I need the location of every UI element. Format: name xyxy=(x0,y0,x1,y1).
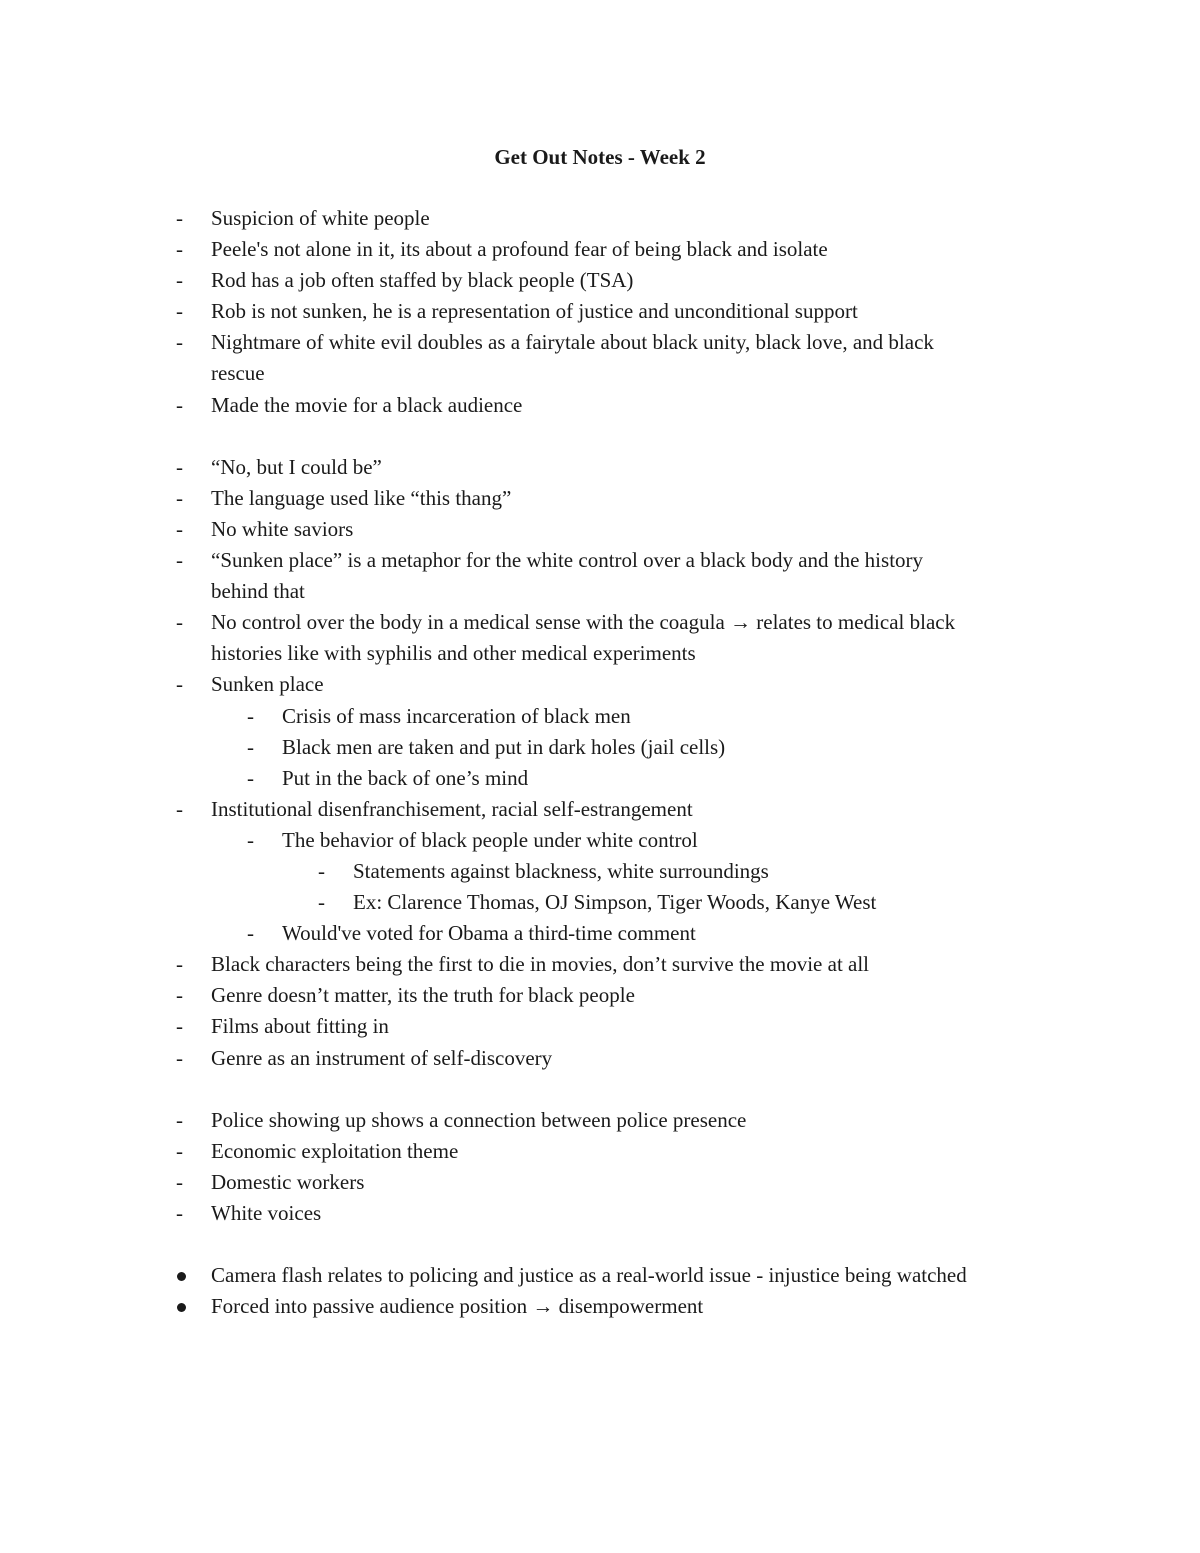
note-item xyxy=(0,452,1200,483)
bullet-dash: - xyxy=(247,765,254,790)
note-text: Films about fitting in xyxy=(211,1014,389,1039)
bullet-dash: - xyxy=(176,610,183,635)
bullet-dot-icon xyxy=(177,1303,186,1312)
bullet-dash: - xyxy=(176,1107,183,1132)
bullet-dash: - xyxy=(176,330,183,355)
note-item xyxy=(0,1136,1200,1167)
note-item xyxy=(0,1198,1200,1229)
note-text: Rob is not sunken, he is a representation of justice and unconditional support xyxy=(211,299,858,324)
bullet-dash: - xyxy=(176,1169,183,1194)
note-text: White voices xyxy=(211,1201,322,1225)
bullet-dash: - xyxy=(247,827,254,852)
blank-line xyxy=(0,1074,1200,1105)
bullet-dash: - xyxy=(176,983,183,1008)
note-text: Would've voted for Obama a third-time comment xyxy=(282,921,696,946)
bullet-dash: - xyxy=(176,1045,183,1070)
note-text: Domestic workers xyxy=(211,1169,365,1194)
bullet-dash: - xyxy=(176,1201,183,1225)
note-item xyxy=(0,545,1200,576)
note-item xyxy=(0,1167,1200,1198)
note-item xyxy=(0,1043,1200,1074)
blank-line xyxy=(0,1229,1200,1260)
note-item xyxy=(0,918,1200,949)
note-item xyxy=(0,1105,1200,1136)
bullet-dash: - xyxy=(176,454,183,479)
note-item xyxy=(0,265,1200,296)
note-text: behind that xyxy=(211,579,305,604)
note-item xyxy=(0,856,1200,887)
note-item xyxy=(0,1291,1200,1322)
note-item-continuation xyxy=(0,358,1200,389)
note-text: Black characters being the first to die in movies, don’t survive the movie at all xyxy=(211,952,870,977)
note-item xyxy=(0,327,1200,358)
note-item xyxy=(0,732,1200,763)
note-item xyxy=(0,949,1200,980)
note-text: Nightmare of white evil doubles as a fairytale about black unity, black love, and black xyxy=(211,330,934,355)
note-text: “No, but I could be” xyxy=(211,454,382,479)
note-text: Police showing up shows a connection between police presence xyxy=(211,1107,747,1132)
note-item xyxy=(0,794,1200,825)
note-item xyxy=(0,701,1200,732)
note-item xyxy=(0,607,1200,638)
note-text: Peele's not alone in it, its about a profound fear of being black and isolate xyxy=(211,237,828,262)
note-item-continuation xyxy=(0,638,1200,669)
note-item xyxy=(0,669,1200,700)
note-item xyxy=(0,234,1200,265)
bullet-dash: - xyxy=(176,1014,183,1039)
note-text: Economic exploitation theme xyxy=(211,1138,459,1163)
note-text: Made the movie for a black audience xyxy=(211,392,523,417)
note-item xyxy=(0,825,1200,856)
note-item xyxy=(0,296,1200,327)
note-item xyxy=(0,763,1200,794)
bullet-dash: - xyxy=(247,734,254,759)
bullet-dash: - xyxy=(176,796,183,821)
bullet-dot-icon xyxy=(177,1272,186,1281)
note-item xyxy=(0,514,1200,545)
note-item xyxy=(0,1011,1200,1042)
note-item xyxy=(0,203,1200,234)
note-text: Black men are taken and put in dark holes (jail cells) xyxy=(282,734,726,759)
note-text: The language used like “this thang” xyxy=(211,485,512,510)
note-text: Sunken place xyxy=(211,672,324,697)
bullet-dash: - xyxy=(176,299,183,324)
note-item xyxy=(0,483,1200,514)
note-text: Genre as an instrument of self-discovery xyxy=(211,1045,553,1070)
note-text: No control over the body in a medical sense with the coagula → relates to medical black xyxy=(211,610,956,635)
note-text: Genre doesn’t matter, its the truth for black people xyxy=(211,983,635,1008)
bullet-dash: - xyxy=(176,1138,183,1163)
note-text: histories like with syphilis and other medical experiments xyxy=(211,641,696,666)
bullet-dash: - xyxy=(176,268,183,293)
bullet-dash: - xyxy=(176,548,183,573)
bullet-dash: - xyxy=(176,392,183,417)
note-text: Camera flash relates to policing and justice as a real-world issue - injustice being watched xyxy=(211,1263,967,1288)
blank-line xyxy=(0,421,1200,452)
note-text: Put in the back of one’s mind xyxy=(282,765,529,790)
note-text: No white saviors xyxy=(211,516,354,541)
note-text: Forced into passive audience position → disempowerment xyxy=(211,1294,704,1319)
note-text: Crisis of mass incarceration of black men xyxy=(282,703,631,728)
bullet-dash: - xyxy=(318,858,325,883)
note-item xyxy=(0,887,1200,918)
bullet-dash: - xyxy=(318,890,325,915)
note-item xyxy=(0,980,1200,1011)
page-title: Get Out Notes - Week 2 xyxy=(494,145,706,169)
note-text: Institutional disenfranchisement, racial self-estrangement xyxy=(211,796,693,821)
bullet-dash: - xyxy=(176,952,183,977)
note-text: “Sunken place” is a metaphor for the white control over a black body and the history xyxy=(211,548,924,573)
note-item-continuation xyxy=(0,576,1200,607)
notes-list xyxy=(0,203,1200,1322)
note-item xyxy=(0,390,1200,421)
note-text: Rod has a job often staffed by black people (TSA) xyxy=(211,268,634,293)
bullet-dash: - xyxy=(176,516,183,541)
note-text: Statements against blackness, white surroundings xyxy=(353,858,769,883)
bullet-dash: - xyxy=(176,206,183,230)
note-text: The behavior of black people under white control xyxy=(282,827,698,852)
note-text: rescue xyxy=(211,361,265,386)
note-text: Suspicion of white people xyxy=(211,206,430,230)
bullet-dash: - xyxy=(247,703,254,728)
bullet-dash: - xyxy=(176,672,183,697)
bullet-dash: - xyxy=(176,237,183,262)
note-item xyxy=(0,1260,1200,1291)
bullet-dash: - xyxy=(247,921,254,946)
bullet-dash: - xyxy=(176,485,183,510)
note-text: Ex: Clarence Thomas, OJ Simpson, Tiger Woods, Kanye West xyxy=(353,890,877,915)
